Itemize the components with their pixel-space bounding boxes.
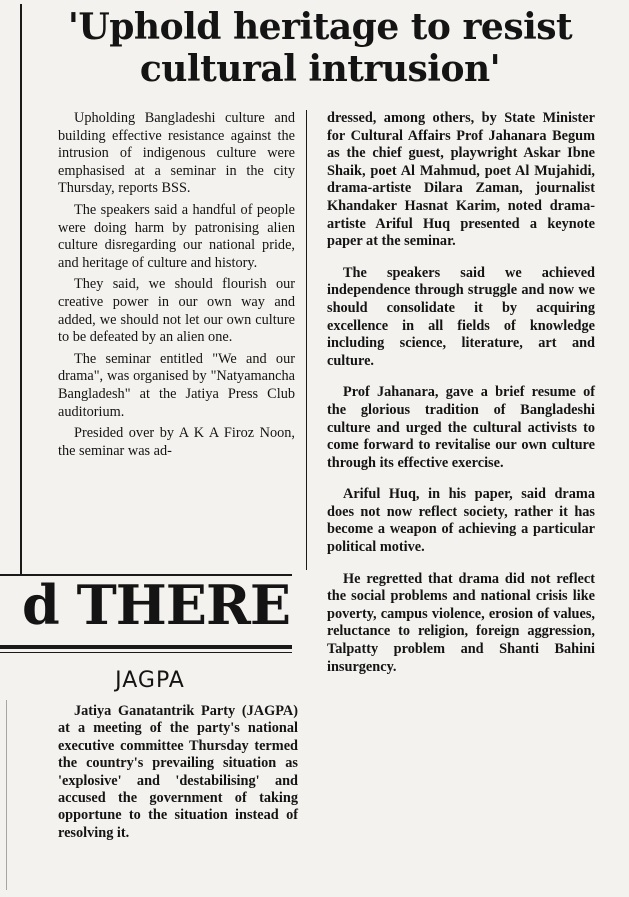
article-left-column <box>58 110 295 464</box>
article-paragraph: Presided over by A K A Firoz Noon, the seminar was ad- <box>58 425 295 459</box>
article-paragraph: They said, we should flourish our creative power in our own way and added, we should not let our own culture to be defeated by an alien one. <box>58 276 295 346</box>
section-banner <box>0 578 298 644</box>
article-paragraph: Upholding Bangladeshi culture and building effective resistance against the intrusion of indigenous culture were emphasised at a seminar in the city Thursday, reports BSS. <box>58 110 295 197</box>
article-right-column <box>327 110 595 690</box>
section-banner-text: d THERE <box>22 578 290 637</box>
article-paragraph: The speakers said we achieved independence through struggle and now we should consolidate it by acquiring excellence in all fields of knowledge including science, literature, art and culture. <box>327 264 595 369</box>
page-left-rule <box>20 4 22 574</box>
section-top-rule <box>0 574 292 576</box>
article-headline: 'Uphold heritage to resist cultural intrusion' <box>67 6 573 90</box>
article-paragraph: He regretted that drama did not reflect the social problems and national crisis like poverty, campus violence, erosion of values, reluctance to religion, foreign aggression, Talpatty problem and Shanti Bahini insurgency. <box>327 570 595 675</box>
article-paragraph: The seminar entitled "We and our drama", was organised by "Natyamancha Bangladesh" at the Jatiya Press Club auditorium. <box>58 350 295 420</box>
article-paragraph: Prof Jahanara, gave a brief resume of the glorious tradition of Bangladeshi culture and urged the cultural activists to come forward to revitalise our own culture through its effective exercise. <box>327 384 595 471</box>
article-paragraph: dressed, among others, by State Minister for Cultural Affairs Prof Jahanara Begum as the chief guest, playwright Askar Ibne Shaik, poet Al Mahmud, poet Al Mujahidi, drama-artiste Dilara Zaman, journalist Khandaker Hasnat Karim, noted drama-artiste Ariful Huq presented a keynote paper at the seminar. <box>327 110 595 250</box>
left-margin-rule <box>6 700 7 890</box>
article-paragraph: The speakers said a handful of people were doing harm by patronising alien culture disregarding our national pride, and heritage of culture and history. <box>58 201 295 271</box>
jagpa-column <box>58 703 298 842</box>
article-paragraph: Ariful Huq, in his paper, said drama does not now reflect society, rather it has become a weapon of achieving a particular political motive. <box>327 486 595 556</box>
jagpa-paragraph: Jatiya Ganatantrik Party (JAGPA) at a meeting of the party's national executive committee Thursday termed the country's prevailing situation as 'explosive' and 'destabilising' and accused the government of taking opportune to the situation instead of resolving it. <box>58 703 298 841</box>
section-bottom-rule <box>0 645 292 649</box>
column-divider-rule <box>306 110 307 570</box>
section-bottom-rule-thin <box>0 652 292 653</box>
jagpa-heading: JAGPA <box>115 668 185 693</box>
